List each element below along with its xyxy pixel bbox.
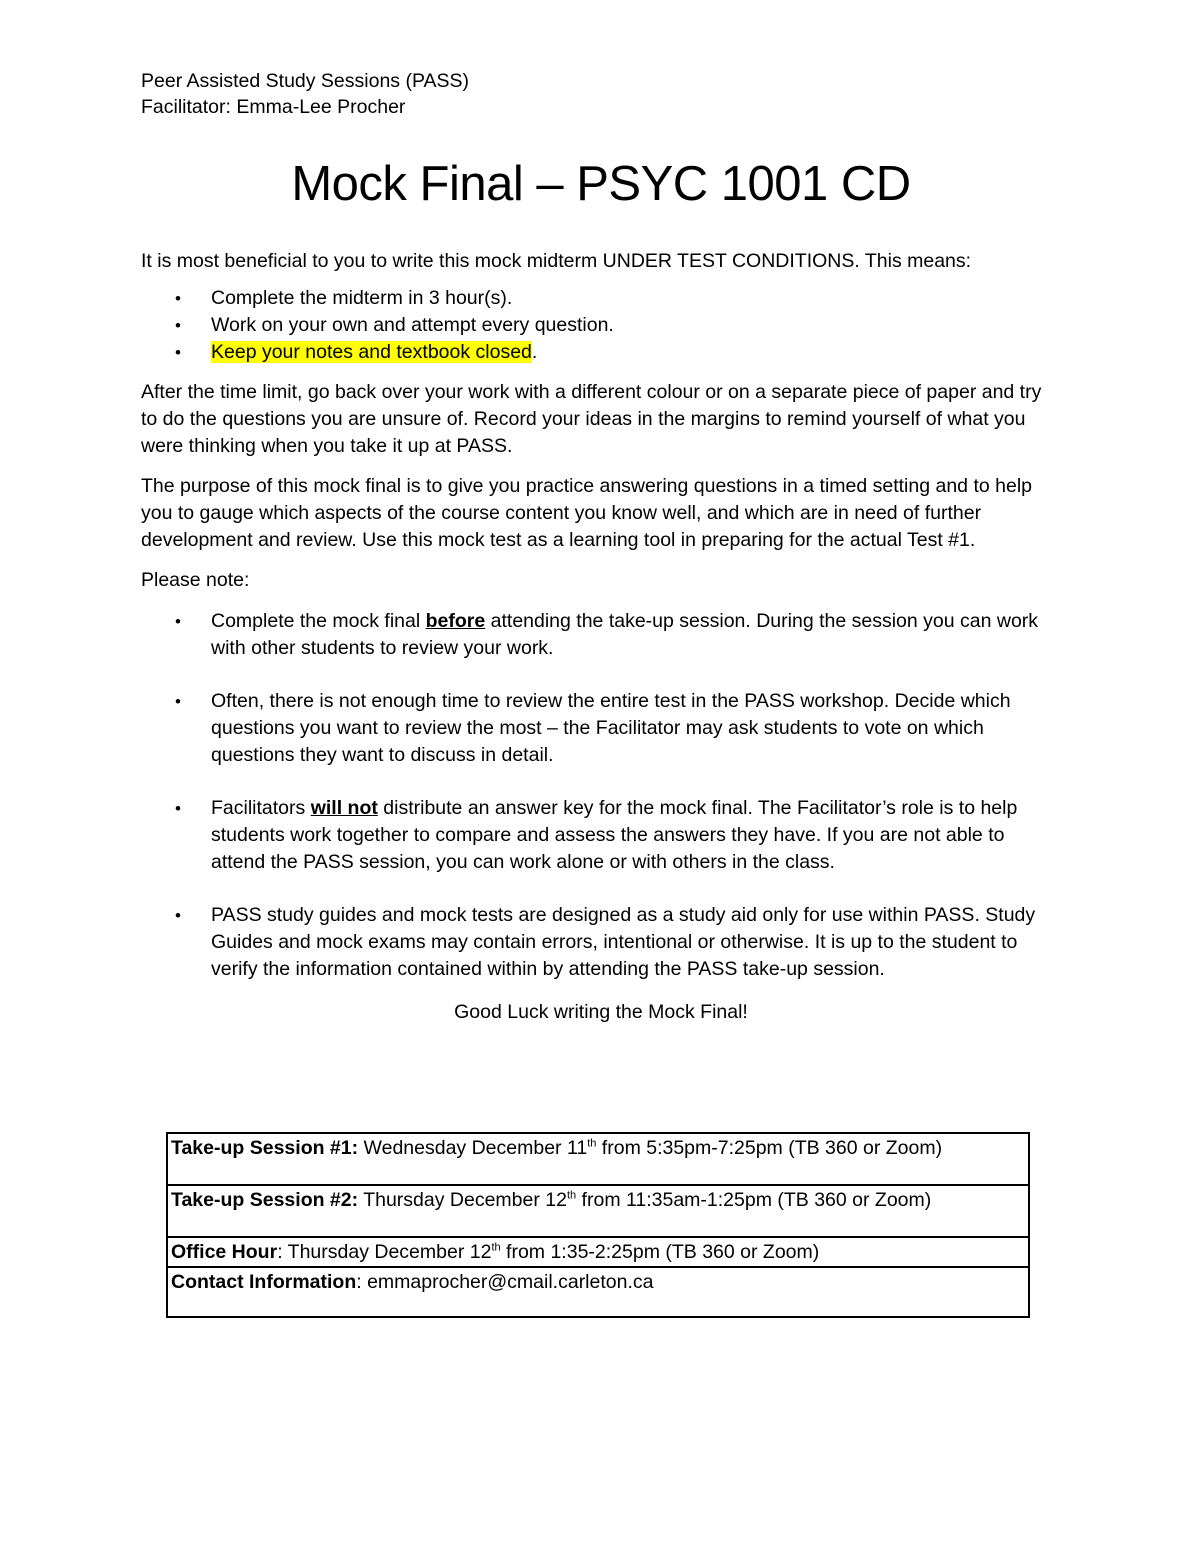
note-text: Often, there is not enough time to review the entire test in the PASS workshop. Decide which questions you want to review the most – the Facilitator may ask students to vote on which questions they want to discuss in detail. [211,690,1011,766]
bullet-icon: • [175,906,181,925]
table-row [167,1185,1029,1237]
bullet-icon: • [175,799,181,818]
session-1-time: from 5:35pm-7:25pm (TB 360 or Zoom) [596,1137,943,1159]
bullet-icon: • [175,289,181,308]
note-text: distribute an answer key for the mock final. The Facilitator’s role is to help students work together to compare and assess the answers they have. If you are not able to attend the PASS session, you can work alone or with others in the class. [211,797,1018,873]
condition-text: Complete the midterm in 3 hour(s). [211,287,513,309]
list-item [141,285,1061,312]
table-cell [167,1133,1029,1185]
session-1-date: Wednesday December 11 [358,1137,588,1159]
bullet-icon: • [175,316,181,335]
list-item [141,902,1061,983]
contact-label: Contact Information [171,1271,357,1293]
table-row [167,1237,1029,1267]
facilitator-name: Facilitator: Emma-Lee Procher [141,96,406,118]
test-conditions-list [141,285,1061,366]
note-text: attending the take-up session. During the session you can work with other students to review your work. [211,610,1039,659]
session-2-time: from 11:35am-1:25pm (TB 360 or Zoom) [576,1189,932,1211]
ordinal-suffix: th [587,1137,597,1150]
table-cell [167,1237,1029,1267]
good-luck-message: Good Luck writing the Mock Final! [454,1001,748,1023]
table-row [167,1267,1029,1317]
page-title: Mock Final – PSYC 1001 CD [291,157,911,211]
office-hour-label: Office Hour [171,1241,278,1263]
table-row [167,1133,1029,1185]
session-info-table [166,1132,1030,1318]
list-item [141,608,1061,662]
note-text: PASS study guides and mock tests are designed as a study aid only for use within PASS. Study Guides and mock exams may contain errors, intentional or otherwise. It is up to the student to verify the information contained within by attending the PASS take-up session. [211,904,1036,980]
office-hour-time: from 1:35-2:25pm (TB 360 or Zoom) [500,1241,820,1263]
please-note-heading: Please note: [141,569,250,591]
ordinal-suffix: th [566,1189,577,1202]
table-cell [167,1267,1029,1317]
after-time-paragraph: After the time limit, go back over your work with a different colour or on a separate piece of paper and try to do the questions you are unsure of. Record your ideas in the margins to remind yourself of what you were thinking when you take it up at PASS. [141,381,1042,457]
session-2-label: Take-up Session #2: [171,1189,359,1211]
list-item [141,312,1061,339]
list-item [141,795,1061,876]
program-name: Peer Assisted Study Sessions (PASS) [141,70,470,92]
bullet-icon: • [175,612,181,631]
bullet-icon: • [175,343,181,362]
note-text: Complete the mock final [211,610,426,632]
note-emphasis: will not [310,797,378,819]
note-emphasis: before [425,610,486,632]
list-item [141,339,1061,366]
document-page [141,68,1061,1026]
table-cell [167,1185,1029,1237]
purpose-paragraph: The purpose of this mock final is to give you practice answering questions in a timed setting and to help you to gauge which aspects of the course content you know well, and which are in need of further development and review. Use this mock test as a learning tool in preparing for the actual Test #1. [141,475,1032,551]
highlighted-condition-text: Keep your notes and textbook closed [211,341,532,363]
session-2-date: Thursday December 12 [358,1189,567,1211]
bullet-icon: • [175,692,181,711]
session-1-label: Take-up Session #1: [171,1137,359,1159]
ordinal-suffix: th [491,1241,501,1254]
notes-list [141,608,1061,983]
intro-paragraph: It is most beneficial to you to write this mock midterm UNDER TEST CONDITIONS. This means: [141,250,972,272]
office-hour-date: : Thursday December 12 [277,1241,492,1263]
list-item [141,688,1061,769]
contact-email: : emmaprocher@cmail.carleton.ca [356,1271,654,1293]
condition-period: . [531,341,538,363]
note-text: Facilitators [211,797,311,819]
condition-text: Work on your own and attempt every question. [211,314,614,336]
